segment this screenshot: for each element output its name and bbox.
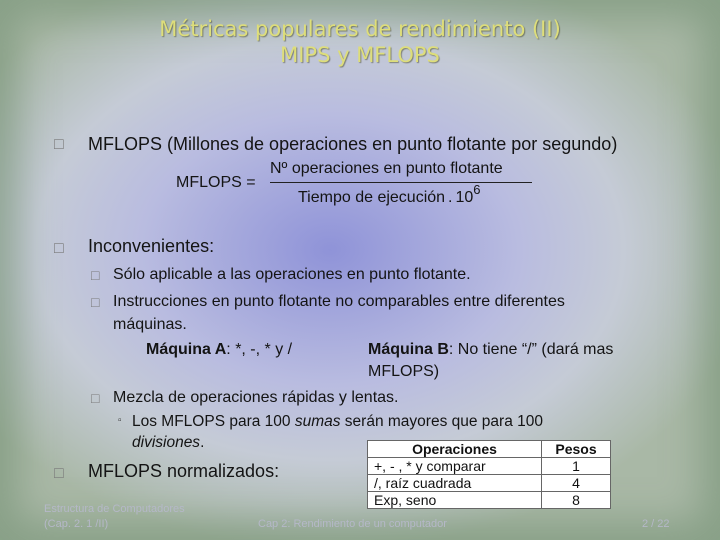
mflops-formula xyxy=(176,158,516,208)
table-cell: Exp, seno xyxy=(368,492,542,509)
weights-table xyxy=(367,440,611,509)
square-bullet-icon: ▫ xyxy=(118,415,122,426)
table-cell: 1 xyxy=(542,458,611,475)
subsub-item-divisiones: divisiones. xyxy=(132,434,205,451)
machine-b-text: Máquina B: No tiene “/” (dará mas xyxy=(368,341,614,358)
item-mflops-definition: MFLOPS (Millones de operaciones en punto flotante por segundo) xyxy=(88,134,618,154)
fraction-bar xyxy=(270,182,532,183)
formula-denominator: Tiempo de ejecución . $10^6$ xyxy=(298,182,481,206)
title-line-1: Métricas populares de rendimiento (II) xyxy=(159,17,561,41)
table-header-row xyxy=(368,441,611,458)
machine-a-text: Máquina A: *, -, * y / xyxy=(146,341,293,358)
table-row xyxy=(368,492,611,509)
table-row xyxy=(368,458,611,475)
formula-numerator: Nº operaciones en punto flotante xyxy=(270,160,503,177)
bullet-icon: □ xyxy=(91,294,100,310)
sub-item-punto-flotante: Sólo aplicable a las operaciones en punto flotante. xyxy=(113,266,471,283)
footer-chapter-ref: (Cap. 2. 1 /II) xyxy=(44,518,109,530)
table-header: Operaciones xyxy=(368,441,542,458)
footer-page-number: 2 / 22 xyxy=(642,518,670,530)
bullet-icon: □ xyxy=(91,267,100,283)
bullet-icon: □ xyxy=(91,390,100,406)
table-cell: 4 xyxy=(542,475,611,492)
bullet-icon: □ xyxy=(54,240,64,257)
title-line-2: MIPS y MFLOPS xyxy=(280,43,440,67)
table-cell: /, raíz cuadrada xyxy=(368,475,542,492)
item-inconvenientes: Inconvenientes: xyxy=(88,236,215,256)
footer-course: Estructura de Computadores xyxy=(44,503,185,515)
subsub-item-sumas: Los MFLOPS para 100 sumas serán mayores que para 100 xyxy=(132,413,543,430)
slide-title xyxy=(0,16,720,68)
table-row xyxy=(368,475,611,492)
formula-lhs: MFLOPS = xyxy=(176,174,256,191)
item-mflops-normalizados: MFLOPS normalizados: xyxy=(88,461,280,481)
sub-item-instrucciones-line-1: Instrucciones en punto flotante no comparables entre diferentes xyxy=(113,293,565,310)
footer-center: Cap 2: Rendimiento de un computador xyxy=(258,518,447,530)
table-cell: 8 xyxy=(542,492,611,509)
sub-item-mezcla: Mezcla de operaciones rápidas y lentas. xyxy=(113,389,399,406)
bullet-icon: □ xyxy=(54,465,64,482)
bullet-icon: □ xyxy=(54,136,64,153)
sub-item-instrucciones-line-2: máquinas. xyxy=(113,316,187,333)
table-header: Pesos xyxy=(542,441,611,458)
table-cell: +, - , * y comparar xyxy=(368,458,542,475)
machine-b-text-cont: MFLOPS) xyxy=(368,363,440,380)
